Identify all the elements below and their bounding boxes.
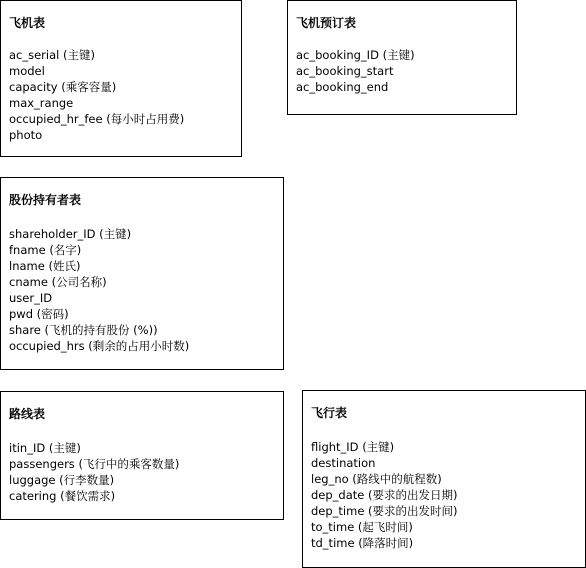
entity-box-booking (287, 0, 517, 115)
entity-field: lname (姓氏) (9, 259, 81, 273)
entity-field: passengers (飞行中的乘客数量) (9, 457, 180, 471)
entity-box-shareholder (0, 177, 284, 370)
entity-field: ac_serial (主键) (9, 48, 95, 62)
entity-field: cname (公司名称) (9, 275, 107, 289)
entity-field: capacity (乘客容量) (9, 80, 117, 94)
entity-field: occupied_hrs (剩余的占用小时数) (9, 339, 190, 353)
entity-title: 路线表 (9, 407, 46, 421)
entity-field: ac_booking_ID (主键) (296, 48, 415, 62)
entity-field: user_ID (9, 291, 53, 305)
entity-field: pwd (密码) (9, 307, 69, 321)
entity-field: shareholder_ID (主键) (9, 227, 132, 241)
entity-title: 飞行表 (311, 406, 348, 420)
entity-field: ac_booking_start (296, 64, 394, 78)
entity-field: destination (311, 456, 376, 470)
entity-field: photo (9, 128, 43, 142)
entity-field: flight_ID (主键) (311, 440, 395, 454)
entity-box-aircraft (0, 0, 242, 157)
entity-field: td_time (降落时间) (311, 536, 414, 550)
entity-field: model (9, 64, 45, 78)
entity-title: 飞机表 (9, 16, 46, 30)
entity-field: leg_no (路线中的航程数) (311, 472, 442, 486)
entity-field: dep_date (要求的出发日期) (311, 488, 458, 502)
entity-field: dep_time (要求的出发时间) (311, 504, 458, 518)
entity-box-itinerary (0, 391, 284, 520)
entity-field: occupied_hr_fee (每小时占用费) (9, 112, 185, 126)
entity-box-flight (302, 390, 586, 568)
entity-field: luggage (行李数量) (9, 473, 115, 487)
entity-title: 股份持有者表 (9, 193, 82, 207)
entity-field: share (飞机的持有股份 (%)) (9, 323, 158, 337)
entity-field: itin_ID (主键) (9, 441, 81, 455)
entity-title: 飞机预订表 (296, 16, 357, 30)
entity-field: max_range (9, 96, 74, 110)
entity-field: to_time (起飞时间) (311, 520, 413, 534)
entity-field: ac_booking_end (296, 80, 389, 94)
entity-field: catering (餐饮需求) (9, 489, 116, 503)
entity-field: fname (名字) (9, 243, 82, 257)
